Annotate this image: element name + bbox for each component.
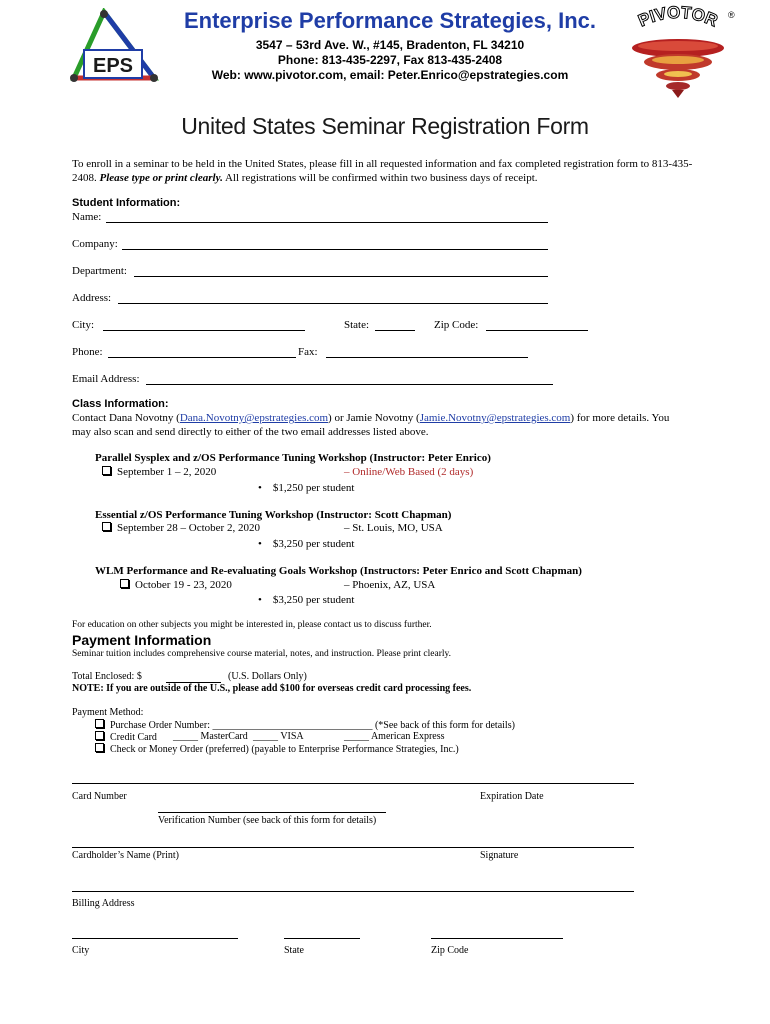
company-label: Company: <box>72 238 118 250</box>
class-info-heading: Class Information: <box>72 398 169 410</box>
verification-label: Verification Number (see back of this form for details) <box>158 815 377 826</box>
city-field[interactable] <box>103 330 305 331</box>
eps-logo <box>66 8 162 88</box>
name-label: Name: <box>72 211 102 223</box>
form-title: United States Seminar Registration Form <box>181 113 589 139</box>
contact-text-mid: ) or Jamie Novotny ( <box>328 412 420 424</box>
payment-heading: Payment Information <box>72 632 212 648</box>
workshop-2-price: $3,250 per student <box>272 538 355 550</box>
payment-method-label: Payment Method: <box>72 707 144 718</box>
card-number-line[interactable] <box>72 783 634 784</box>
credit-card-checkbox[interactable] <box>95 731 104 740</box>
workshop-3-dates: October 19 - 23, 2020 <box>135 579 232 591</box>
workshop-3-price-item <box>258 593 354 607</box>
workshop-1-title: Parallel Sysplex and z/OS Performance Tuning Workshop (Instructor: Peter Enrico) <box>95 452 491 464</box>
contact-text-suffix: ) for more details. You <box>570 412 670 424</box>
email-label: Email Address: <box>72 373 140 385</box>
name-field[interactable] <box>106 222 548 223</box>
zip-label: Zip Code: <box>434 319 479 331</box>
workshop-3-title: WLM Performance and Re-evaluating Goals Workshop (Instructors: Peter Enrico and Scott Chapman) <box>95 565 582 577</box>
intro-emphasis: Please type or print clearly. <box>99 172 223 184</box>
verification-line[interactable] <box>158 812 386 813</box>
po-checkbox[interactable] <box>95 719 104 728</box>
workshop-2-title: Essential z/OS Performance Tuning Workshop (Instructor: Scott Chapman) <box>95 509 452 521</box>
workshop-2-checkbox[interactable] <box>102 522 111 531</box>
company-phone-fax: Phone: 813-435-2297, Fax 813-435-2408 <box>277 53 503 67</box>
workshop-3-location: – Phoenix, AZ, USA <box>344 579 436 591</box>
address-field[interactable] <box>118 303 548 304</box>
amex-option[interactable]: _____ American Express <box>344 731 445 742</box>
visa-option[interactable]: _____ VISA <box>253 731 304 742</box>
eps-logo-text: EPS <box>92 55 134 77</box>
credit-card-option[interactable] <box>95 731 157 743</box>
email-field[interactable] <box>146 384 553 385</box>
workshop-2-option[interactable] <box>102 521 260 535</box>
workshop-3-option[interactable] <box>120 578 232 592</box>
bullet-icon: • <box>258 482 262 494</box>
billing-state-label: State <box>284 945 304 956</box>
billing-zip-line[interactable] <box>431 938 563 939</box>
student-info-heading: Student Information: <box>72 197 181 209</box>
cardholder-label: Cardholder’s Name (Print) <box>72 850 180 861</box>
workshop-2-dates: September 28 – October 2, 2020 <box>117 522 260 534</box>
workshop-1-price-item <box>258 481 354 495</box>
bullet-icon: • <box>258 538 262 550</box>
company-field[interactable] <box>122 249 548 250</box>
billing-line[interactable] <box>72 891 634 892</box>
workshop-1-price: $1,250 per student <box>272 482 355 494</box>
city-label: City: <box>72 319 95 331</box>
signature-label: Signature <box>480 850 519 861</box>
workshop-3-checkbox[interactable] <box>120 579 129 588</box>
workshop-1-location: – Online/Web Based (2 days) <box>344 466 474 478</box>
po-option[interactable] <box>95 719 515 731</box>
workshop-1-dates: September 1 – 2, 2020 <box>117 466 217 478</box>
company-web-email: Web: www.pivotor.com, email: Peter.Enrico@epstrategies.com <box>211 68 569 82</box>
intro-paragraph <box>72 157 697 185</box>
department-label: Department: <box>72 265 127 277</box>
intro-text-end: All registrations will be confirmed within two business days of receipt. <box>224 172 538 184</box>
pivotor-logo <box>618 2 738 100</box>
workshop-3-price: $3,250 per student <box>272 594 355 606</box>
credit-card-label: Credit Card <box>110 732 157 743</box>
state-field[interactable] <box>375 330 415 331</box>
phone-label: Phone: <box>72 346 103 358</box>
check-option[interactable] <box>95 743 459 755</box>
state-label: State: <box>344 319 370 331</box>
billing-state-line[interactable] <box>284 938 360 939</box>
billing-city-line[interactable] <box>72 938 238 939</box>
workshop-1-checkbox[interactable] <box>102 466 111 475</box>
intro-text: To enroll in a seminar to be held in the United States, please fill in all requested information and fax completed registration form to 813-435-2408. <box>72 158 693 184</box>
billing-label: Billing Address <box>72 898 135 909</box>
workshop-2-location: – St. Louis, MO, USA <box>344 522 443 534</box>
company-name: Enterprise Performance Strategies, Inc. <box>183 8 597 33</box>
po-label: Purchase Order Number: ________________________________ (*See back of this form for details) <box>110 720 515 731</box>
other-subjects-note: For education on other subjects you might be interested in, please contact us to discuss further. <box>72 620 432 630</box>
contact-text: Contact Dana Novotny ( <box>72 412 180 424</box>
contact-text-line2: may also scan and send directly to either of the two email addresses listed above. <box>72 426 429 438</box>
usd-only-note: (U.S. Dollars Only) <box>228 671 307 682</box>
pivotor-logo-text: PIVOTOR <box>635 2 721 31</box>
expiration-label: Expiration Date <box>480 791 544 802</box>
billing-zip-label: Zip Code <box>431 945 469 956</box>
tuition-note: Seminar tuition includes comprehensive course material, notes, and instruction. Please print clearly. <box>72 649 452 659</box>
workshop-1-option[interactable] <box>102 465 216 479</box>
department-field[interactable] <box>134 276 548 277</box>
company-address: 3547 – 53rd Ave. W., #145, Bradenton, FL 34210 <box>255 38 525 52</box>
billing-city-label: City <box>72 945 90 956</box>
overseas-note: NOTE: If you are outside of the U.S., please add $100 for overseas credit card processing fees. <box>72 683 472 694</box>
zip-field[interactable] <box>486 330 588 331</box>
address-label: Address: <box>72 292 112 304</box>
total-enclosed-label: Total Enclosed: $ <box>72 671 142 682</box>
registered-mark: ® <box>728 10 735 20</box>
fax-label: Fax: <box>298 346 318 358</box>
card-number-label: Card Number <box>72 791 127 802</box>
class-contact-paragraph <box>72 411 702 439</box>
cardholder-line[interactable] <box>72 847 634 848</box>
workshop-2-price-item <box>258 537 354 551</box>
mastercard-option[interactable]: _____ MasterCard <box>173 731 248 742</box>
phone-field[interactable] <box>108 357 296 358</box>
check-checkbox[interactable] <box>95 743 104 752</box>
check-label: Check or Money Order (preferred) (payable to Enterprise Performance Strategies, Inc.) <box>110 744 459 755</box>
dana-email-link[interactable]: Dana.Novotny@epstrategies.com <box>179 412 329 424</box>
fax-field[interactable] <box>326 357 528 358</box>
bullet-icon: • <box>258 594 262 606</box>
jamie-email-link[interactable]: Jamie.Novotny@epstrategies.com <box>419 412 571 424</box>
